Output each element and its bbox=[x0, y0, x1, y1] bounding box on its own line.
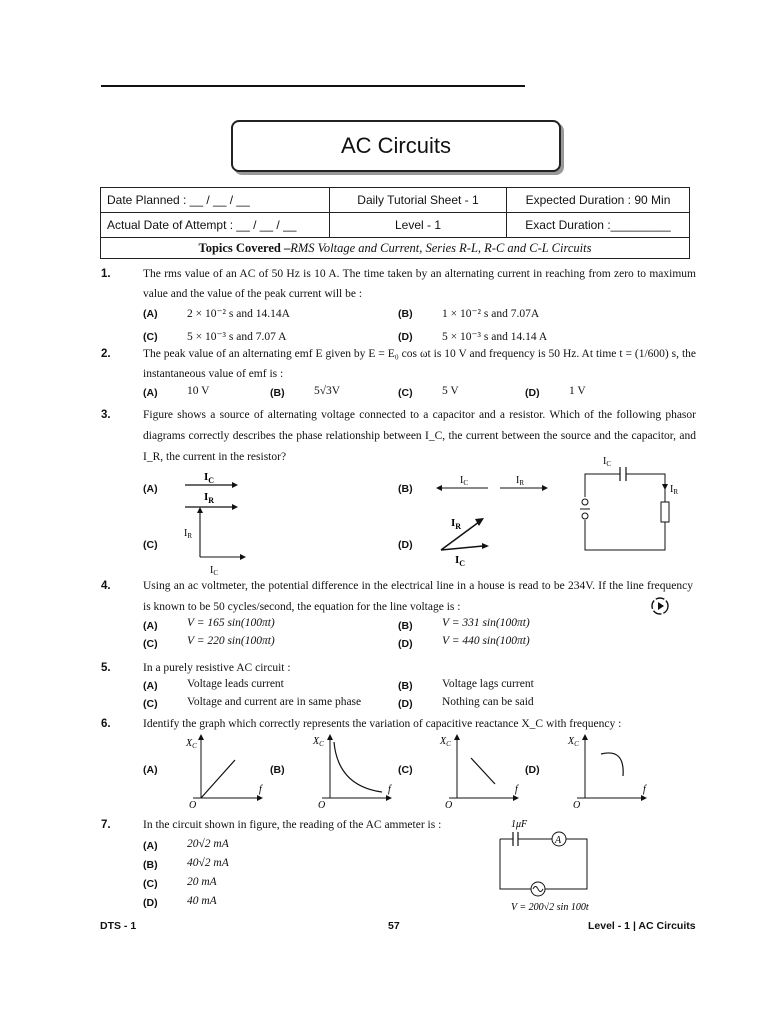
graph-d-curve bbox=[601, 753, 623, 776]
q2-number: 2. bbox=[101, 348, 111, 360]
q2-c-text: 5 V bbox=[442, 385, 459, 397]
graph-d-ylabel: $X_C$ bbox=[568, 736, 579, 748]
q5-a-text: Voltage leads current bbox=[187, 678, 284, 690]
graph-c-origin: O bbox=[445, 800, 453, 810]
graph-a-curve bbox=[201, 760, 235, 798]
q2-a-text: 10 V bbox=[187, 385, 210, 397]
q7-b-label: (B) bbox=[143, 859, 158, 871]
q4-d-text: V = 440 sin(100πt) bbox=[442, 635, 530, 647]
graph-d bbox=[567, 732, 652, 810]
phasor-a-ic-head bbox=[232, 482, 238, 488]
graph-a bbox=[183, 732, 268, 810]
graph-c-xlabel: f bbox=[515, 784, 518, 795]
q2-text: The peak value of an alternating emf E given by E = E₀ cos ωt is 10 V and frequency is 50 Hz. At time t = (1/600) s, the instantaneous value of emf is : bbox=[143, 348, 696, 380]
q1-b-text: 1 × 10⁻² s and 7.07A bbox=[442, 308, 540, 320]
graph-a-ylabel: $X_C$ bbox=[186, 738, 197, 750]
q3-b-label: (B) bbox=[398, 483, 413, 495]
graph-b-xlabel: f bbox=[388, 784, 391, 795]
phasor-a-ir: $I_R$ bbox=[204, 491, 215, 505]
phasor-d bbox=[435, 512, 500, 568]
q5-d-label: (D) bbox=[398, 698, 413, 710]
phasor-d-ic: $I_C$ bbox=[455, 554, 466, 568]
q5-d-text: Nothing can be said bbox=[442, 696, 534, 708]
q2-b-text: 5√3V bbox=[314, 385, 341, 397]
q7-ammeter-label: A bbox=[555, 835, 562, 846]
q4-c-label: (C) bbox=[143, 638, 158, 650]
expected-duration: Expected Duration : 90 Min bbox=[507, 188, 690, 213]
q6-a-label: (A) bbox=[143, 764, 158, 776]
phasor-d-ir: $I_R$ bbox=[451, 517, 462, 531]
graph-b bbox=[312, 732, 397, 810]
q3-a-label: (A) bbox=[143, 483, 158, 495]
q6-b-label: (B) bbox=[270, 764, 285, 776]
q2-b-label: (B) bbox=[270, 387, 285, 399]
q3-circuit-ir-arrow bbox=[662, 484, 668, 490]
q3-circuit-ic: $I_C$ bbox=[603, 456, 612, 468]
date-planned: Date Planned : __ / __ / __ bbox=[101, 188, 330, 213]
graph-c-ylabel: $X_C$ bbox=[440, 736, 451, 748]
q6-d-label: (D) bbox=[525, 764, 540, 776]
topics-text: RMS Voltage and Current, Series R-L, R-C and C-L Circuits bbox=[290, 240, 592, 255]
q3-text: Figure shows a source of alternating voltage connected to a capacitor and a resistor. Which of the following phasor diagrams correctly describes the phase relationship between I_C, the current between the source and the capacitor, and I_R, the current in the resistor? bbox=[143, 409, 696, 463]
q5-c-text: Voltage and current are in same phase bbox=[187, 696, 362, 708]
graph-a-xlabel: f bbox=[259, 784, 262, 795]
q5-b-label: (B) bbox=[398, 680, 413, 692]
phasor-b-ic: $I_C$ bbox=[460, 475, 469, 487]
footer-sheet-code: DTS - 1 bbox=[100, 920, 137, 932]
q7-b-text: 40√2 mA bbox=[187, 857, 229, 869]
q3-circuit bbox=[575, 452, 680, 554]
q5-b-text: Voltage lags current bbox=[442, 678, 534, 690]
q3-circuit-source-terminal-1 bbox=[582, 499, 588, 505]
topics-label: Topics Covered – bbox=[198, 240, 291, 255]
q7-c-text: 20 mA bbox=[187, 876, 217, 888]
q4-d-label: (D) bbox=[398, 638, 413, 650]
header-rule bbox=[101, 85, 525, 87]
q6-c-label: (C) bbox=[398, 764, 413, 776]
graph-d-xlabel: f bbox=[643, 784, 646, 795]
graph-b-curve bbox=[334, 742, 382, 792]
q3-circuit-resistor bbox=[661, 502, 669, 522]
q5-a-label: (A) bbox=[143, 680, 158, 692]
q4-text: Using an ac voltmeter, the potential difference in the electrical line in a house is read to be 234V. If the line frequency is known to be 50 cycles/second, the equation for the line voltage is : bbox=[143, 580, 693, 613]
phasor-b bbox=[430, 470, 555, 500]
phasor-c-ic: $I_C$ bbox=[210, 565, 219, 577]
q1-d-text: 5 × 10⁻³ s and 14.14 A bbox=[442, 331, 548, 343]
q1-d-label: (D) bbox=[398, 331, 413, 343]
q7-a-text: 20√2 mA bbox=[187, 838, 229, 850]
q7-number: 7. bbox=[101, 819, 111, 831]
q4-b-label: (B) bbox=[398, 620, 413, 632]
q1-number: 1. bbox=[101, 268, 111, 280]
q7-circuit bbox=[495, 813, 605, 915]
phasor-d-ic-arrow bbox=[441, 546, 483, 550]
q5-c-label: (C) bbox=[143, 698, 158, 710]
q3-d-label: (D) bbox=[398, 539, 413, 551]
sheet-name: Daily Tutorial Sheet - 1 bbox=[330, 188, 507, 213]
q3-circuit-wire-bottom bbox=[585, 520, 665, 550]
q6-text: Identify the graph which correctly represents the variation of capacitive reactance X_C with frequency : bbox=[143, 718, 622, 730]
phasor-b-ir-head bbox=[542, 485, 548, 491]
q2-a-label: (A) bbox=[143, 387, 158, 399]
q1-c-text: 5 × 10⁻³ s and 7.07 A bbox=[187, 331, 287, 343]
footer-page-number: 57 bbox=[388, 920, 400, 932]
q6-number: 6. bbox=[101, 718, 111, 730]
q3-circuit-ir: $I_R$ bbox=[670, 484, 679, 496]
info-table bbox=[100, 187, 690, 259]
graph-a-origin: O bbox=[189, 800, 197, 810]
q3-number: 3. bbox=[101, 409, 111, 421]
q7-d-label: (D) bbox=[143, 897, 158, 909]
actual-date: Actual Date of Attempt : __ / __ / __ bbox=[101, 213, 330, 238]
q1-c-label: (C) bbox=[143, 331, 158, 343]
q2-d-text: 1 V bbox=[569, 385, 586, 397]
graph-b-ylabel: $X_C$ bbox=[313, 736, 324, 748]
q3-circuit-source-terminal-2 bbox=[582, 513, 588, 519]
q4-number: 4. bbox=[101, 580, 111, 592]
q7-c-label: (C) bbox=[143, 878, 158, 890]
q5-number: 5. bbox=[101, 662, 111, 674]
q1-a-text: 2 × 10⁻² s and 14.14A bbox=[187, 308, 290, 320]
graph-b-origin: O bbox=[318, 800, 326, 810]
phasor-c bbox=[180, 505, 250, 577]
page-title: AC Circuits bbox=[231, 120, 561, 172]
footer-section: Level - 1 | AC Circuits bbox=[588, 920, 696, 932]
q3-c-label: (C) bbox=[143, 539, 158, 551]
q7-source-label: V = 200√2 sin 100t bbox=[511, 902, 589, 913]
q7-text: In the circuit shown in figure, the reading of the AC ammeter is : bbox=[143, 819, 442, 831]
q2-d-label: (D) bbox=[525, 387, 540, 399]
phasor-b-ir: $I_R$ bbox=[516, 475, 525, 487]
graph-c bbox=[439, 732, 524, 810]
graph-d-origin: O bbox=[573, 800, 581, 810]
phasor-c-ir: $I_R$ bbox=[184, 528, 193, 540]
play-video-icon[interactable] bbox=[650, 596, 670, 616]
level: Level - 1 bbox=[330, 213, 507, 238]
q7-capacitor-label: 1μF bbox=[511, 819, 528, 830]
q4-a-text: V = 165 sin(100πt) bbox=[187, 617, 275, 629]
q3-circuit-wire-top-left bbox=[585, 474, 620, 497]
exact-duration: Exact Duration :_________ bbox=[507, 213, 690, 238]
phasor-a-ic: $I_C$ bbox=[204, 471, 215, 485]
phasor-c-ic-head bbox=[240, 554, 246, 560]
q1-b-label: (B) bbox=[398, 308, 413, 320]
phasor-b-ic-head bbox=[436, 485, 442, 491]
q3-circuit-wire-top-right bbox=[626, 474, 665, 502]
phasor-d-ic-head bbox=[482, 543, 489, 549]
q1-text: The rms value of an AC of 50 Hz is 10 A. The time taken by an alternating current in reaching from zero to maximum value and the value of the peak current will be : bbox=[143, 268, 696, 300]
q7-a-label: (A) bbox=[143, 840, 158, 852]
q4-b-text: V = 331 sin(100πt) bbox=[442, 617, 530, 629]
q1-a-label: (A) bbox=[143, 308, 158, 320]
q4-a-label: (A) bbox=[143, 620, 158, 632]
q5-text: In a purely resistive AC circuit : bbox=[143, 662, 291, 674]
q2-c-label: (C) bbox=[398, 387, 413, 399]
q7-d-text: 40 mA bbox=[187, 895, 217, 907]
graph-c-curve bbox=[471, 758, 495, 784]
topics-row bbox=[101, 238, 690, 259]
q4-c-text: V = 220 sin(100πt) bbox=[187, 635, 275, 647]
